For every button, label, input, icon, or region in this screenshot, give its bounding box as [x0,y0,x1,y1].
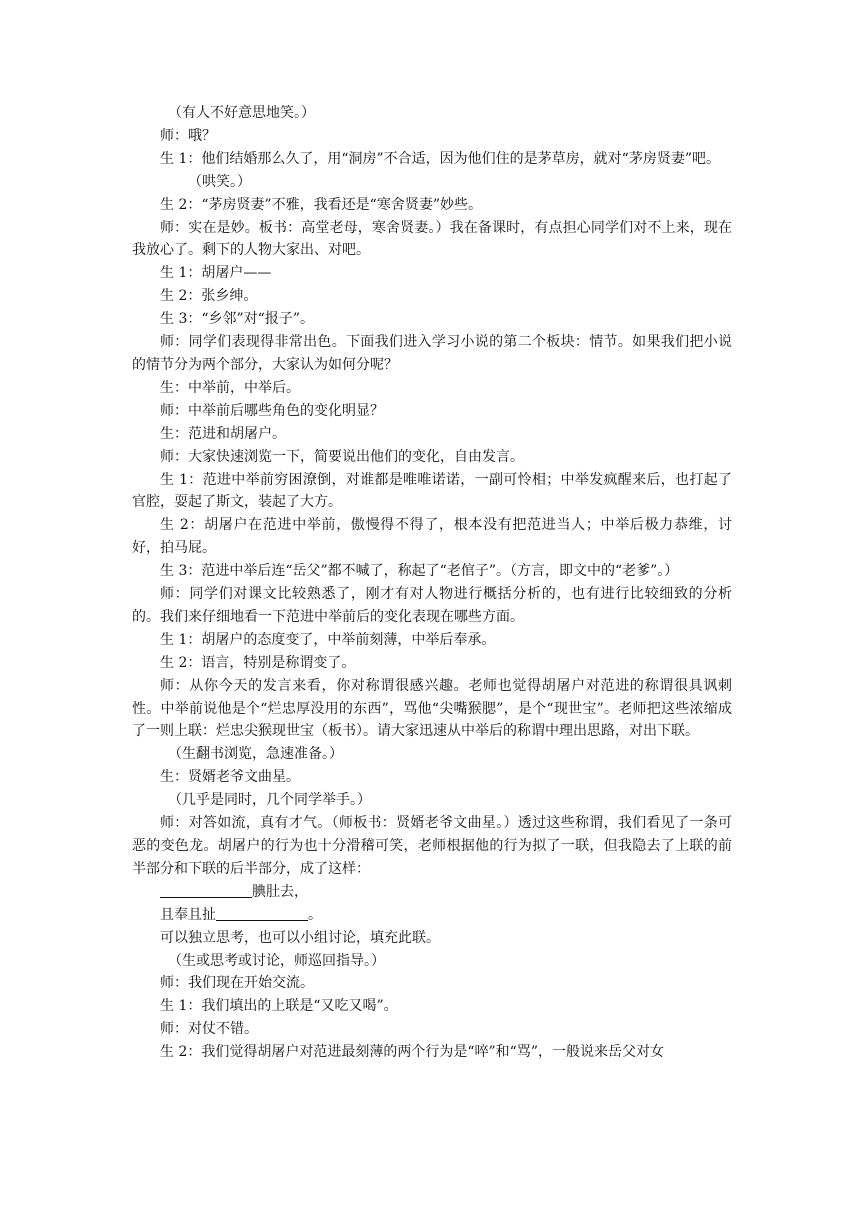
paragraph: 师：中举前后哪些角色的变化明显？ [160,402,384,419]
paragraph-text: 且奉且扯 [160,906,216,923]
document-page [132,102,732,1064]
paragraph: 生：贤婿老爷文曲星。 [160,769,300,786]
paragraph: （几乎是同时，几个同学举手。） [168,792,371,809]
paragraph: 生 2：语言，特别是称谓变了。 [160,654,356,671]
paragraph: 生 1：胡屠户—— [160,265,272,282]
paragraph: 生 3：范进中举后连“岳父”都不喊了，称起了“老倌子”。（方言，即文中的“老爹”。） [160,563,679,580]
paragraph: 师：对答如流，真有才气。（师板书：贤婿老爷文曲星。）透过这些称谓，我们看见了一条可恶的变色龙。胡屠户的行为也十分滑稽可笑，老师根据他的行为拟了一联，但我隐去了上联的前半部分和下联的后半部分，成了这样： [132,815,732,877]
paragraph [132,881,732,904]
paragraph: 生 1：范进中举前穷困潦倒，对谁都是唯唯诺诺，一副可怜相；中举发疯醒来后，也打起了官腔，耍起了斯文，装起了大方。 [132,471,732,511]
paragraph: 师：同学们表现得非常出色。下面我们进入学习小说的第二个板块：情节。如果我们把小说的情节分为两个部分，大家认为如何分呢？ [132,334,732,373]
paragraph: 生 1：他们结婚那么久了，用“洞房”不合适，因为他们住的是茅草房，就对“茅房贤妻”吧。 [160,150,720,167]
paragraph: 师：我们现在开始交流。 [160,975,314,992]
fill-blank [216,906,308,921]
paragraph-suffix: 。 [308,906,322,923]
paragraph: 生 2：“茅房贤妻”不雅，我看还是“寒舍贤妻”妙些。 [160,196,482,213]
paragraph: 师：实在是妙。板书：高堂老母，寒舍贤妻。）我在备课时，有点担心同学们对不上来，现在我放心了。剩下的人物大家出、对吧。 [132,219,732,259]
paragraph: 生：中举前，中举后。 [160,379,300,396]
paragraph: 生 1：我们填出的上联是“又吃又喝”。 [160,998,398,1015]
paragraph: 师：大家快速浏览一下，简要说出他们的变化，自由发言。 [160,448,524,465]
paragraph: 师：从你今天的发言来看，你对称谓很感兴趣。老师也觉得胡屠户对范进的称谓很具讽刺性。中举前说他是个“烂忠厚没用的东西”，骂他“尖嘴猴腮”，是个“现世宝”。老师把这些浓缩成了一则上联：烂忠尖猴现世宝（板书）。请大家迅速从中举后的称谓中理出思路，对出下联。 [132,677,732,740]
paragraph: 生 3：“乡邻”对“报子”。 [160,311,314,328]
paragraph: 生：范进和胡屠户。 [160,425,286,442]
paragraph: （生翻书浏览，急速准备。） [168,746,343,763]
fill-blank [160,883,252,898]
paragraph [132,904,732,927]
paragraph: 师：同学们对课文比较熟悉了，刚才有对人物进行概括分析的，也有进行比较细致的分析的。我们来仔细地看一下范进中举前后的变化表现在哪些方面。 [132,586,732,625]
paragraph: 生 2：我们觉得胡屠户对范进最刻薄的两个行为是“啐”和“骂”，一般说来岳父对女 [160,1044,664,1061]
paragraph: （有人不好意思地笑。） [168,105,315,121]
paragraph: 生 2：张乡绅。 [160,288,258,305]
paragraph: （生或思考或讨论，师巡回指导。） [168,952,385,969]
paragraph-text: 腆肚去， [252,883,308,900]
paragraph: 师：对仗不错。 [160,1021,258,1038]
paragraph: 师：哦？ [160,127,216,144]
paragraph: 可以独立思考，也可以小组讨论，填充此联。 [160,929,440,946]
paragraph: （哄笑。） [188,173,251,190]
paragraph: 生 2：胡屠户在范进中举前，傲慢得不得了，根本没有把范进当人；中举后极力恭维，讨好，拍马屁。 [132,517,732,557]
paragraph: 生 1：胡屠户的态度变了，中举前刻薄，中举后奉承。 [160,631,496,648]
